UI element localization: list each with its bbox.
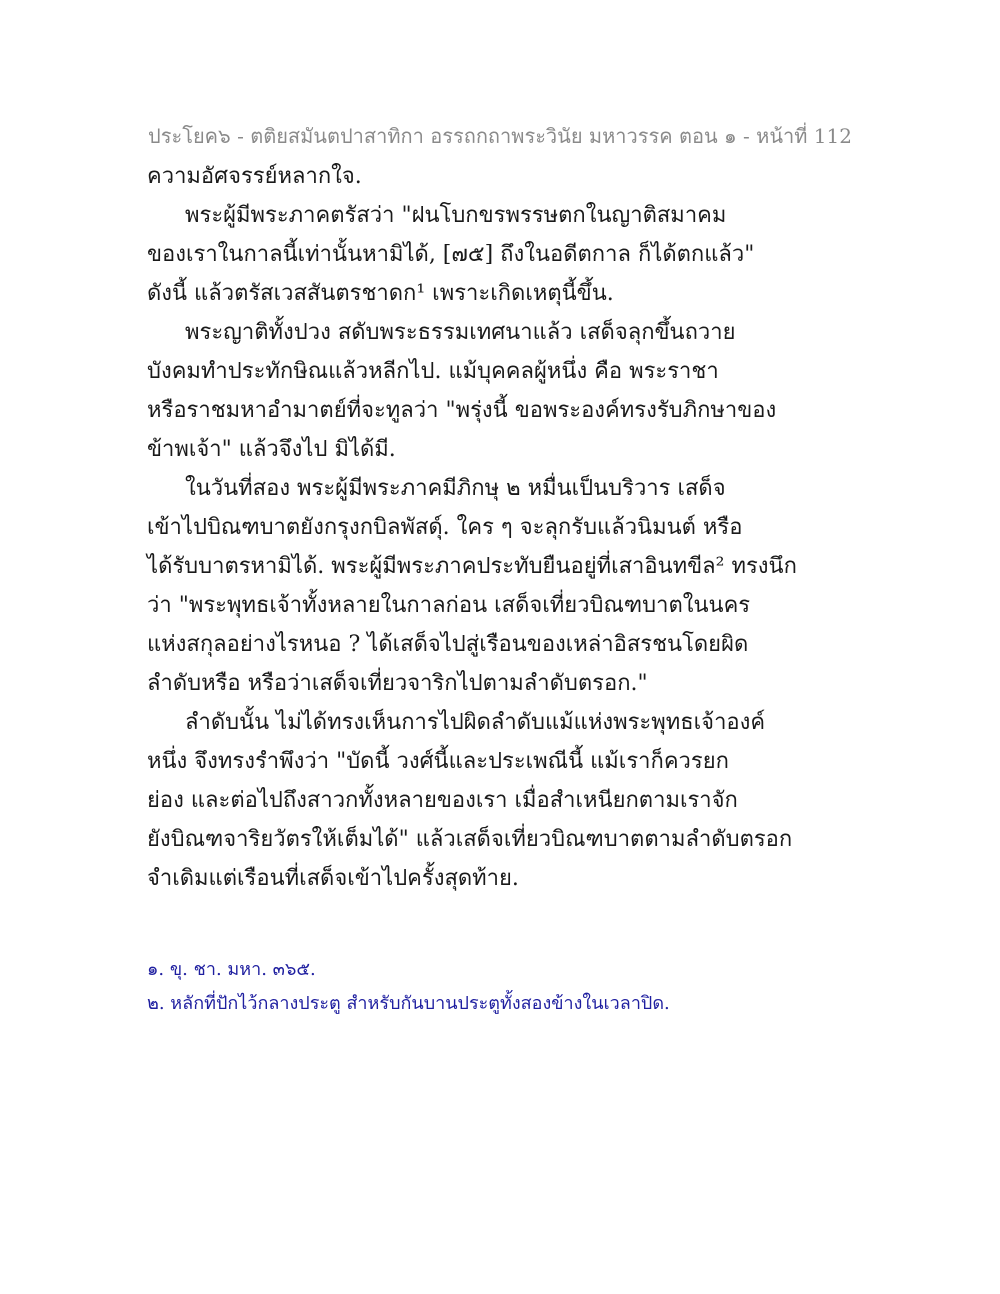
text-line: บังคมทำประทักษิณแล้วหลีกไป. แม้บุคคลผู้หนึ่ง คือ พระราชา	[147, 359, 719, 384]
text-line: ย่อง และต่อไปถึงสาวกทั้งหลายของเรา เมื่อสำเหนียกตามเราจัก	[147, 788, 738, 813]
text-line: หรือราชมหาอำมาตย์ที่จะทูลว่า "พรุ่งนี้ ขอพระองค์ทรงรับภิกษาของ	[147, 398, 777, 423]
text-line: ของเราในกาลนี้เท่านั้นหามิได้, [๗๕] ถึงในอดีตกาล ก็ได้ตกแล้ว"	[147, 242, 755, 267]
text-line: ยังบิณฑจาริยวัตรให้เต็มได้" แล้วเสด็จเที่ยวบิณฑบาตตามลำดับตรอก	[147, 827, 793, 852]
text-line: ลำดับหรือ หรือว่าเสด็จเที่ยวจาริกไปตามลำดับตรอก."	[147, 671, 648, 696]
running-header: ประโยค๖ - ตติยสมันตปาสาทิกา อรรถกถาพระวินัย มหาวรรค ตอน ๑ - หน้าที่ 112	[148, 124, 852, 148]
text-line: จำเดิมแต่เรือนที่เสด็จเข้าไปครั้งสุดท้าย.	[147, 866, 519, 891]
text-line: หนึ่ง จึงทรงรำพึงว่า "บัดนี้ วงศ์นี้และประเพณีนี้ แม้เราก็ควรยก	[147, 749, 729, 774]
text-line: เข้าไปบิณฑบาตยังกรุงกบิลพัสดุ์. ใคร ๆ จะลุกรับแล้วนิมนต์ หรือ	[147, 515, 743, 540]
footnotes	[147, 953, 847, 1021]
paragraph-start-line: ลำดับนั้น ไม่ได้ทรงเห็นการไปผิดลำดับแม้แห่งพระพุทธเจ้าองค์	[185, 710, 766, 735]
paragraph-start-line: ในวันที่สอง พระผู้มีพระภาคมีภิกษุ ๒ หมื่นเป็นบริวาร เสด็จ	[185, 476, 726, 501]
paragraph-start-line: พระผู้มีพระภาคตรัสว่า "ฝนโบกขรพรรษตกในญาติสมาคม	[185, 203, 727, 228]
text-line: ได้รับบาตรหามิได้. พระผู้มีพระภาคประทับยืนอยู่ที่เสาอินทขีล² ทรงนึก	[147, 554, 797, 579]
body-text	[147, 157, 797, 898]
footnote-1: ๑. ขุ. ชา. มหา. ๓๖๕.	[147, 959, 316, 980]
text-line: ข้าพเจ้า" แล้วจึงไป มิได้มี.	[147, 437, 396, 462]
text-line: ดังนี้ แล้วตรัสเวสสันตรชาดก¹ เพราะเกิดเหตุนี้ขึ้น.	[147, 281, 614, 306]
text-line: ความอัศจรรย์หลากใจ.	[147, 164, 362, 189]
text-line: ว่า "พระพุทธเจ้าทั้งหลายในกาลก่อน เสด็จเที่ยวบิณฑบาตในนคร	[147, 593, 751, 618]
text-line: แห่งสกุลอย่างไรหนอ ? ได้เสด็จไปสู่เรือนของเหล่าอิสรชนโดยผิด	[147, 632, 749, 657]
paragraph-start-line: พระญาติทั้งปวง สดับพระธรรมเทศนาแล้ว เสด็จลุกขึ้นถวาย	[185, 320, 736, 345]
footnote-2: ๒. หลักที่ปักไว้กลางประตู สำหรับกันบานประตูทั้งสองข้างในเวลาปิด.	[147, 993, 670, 1014]
